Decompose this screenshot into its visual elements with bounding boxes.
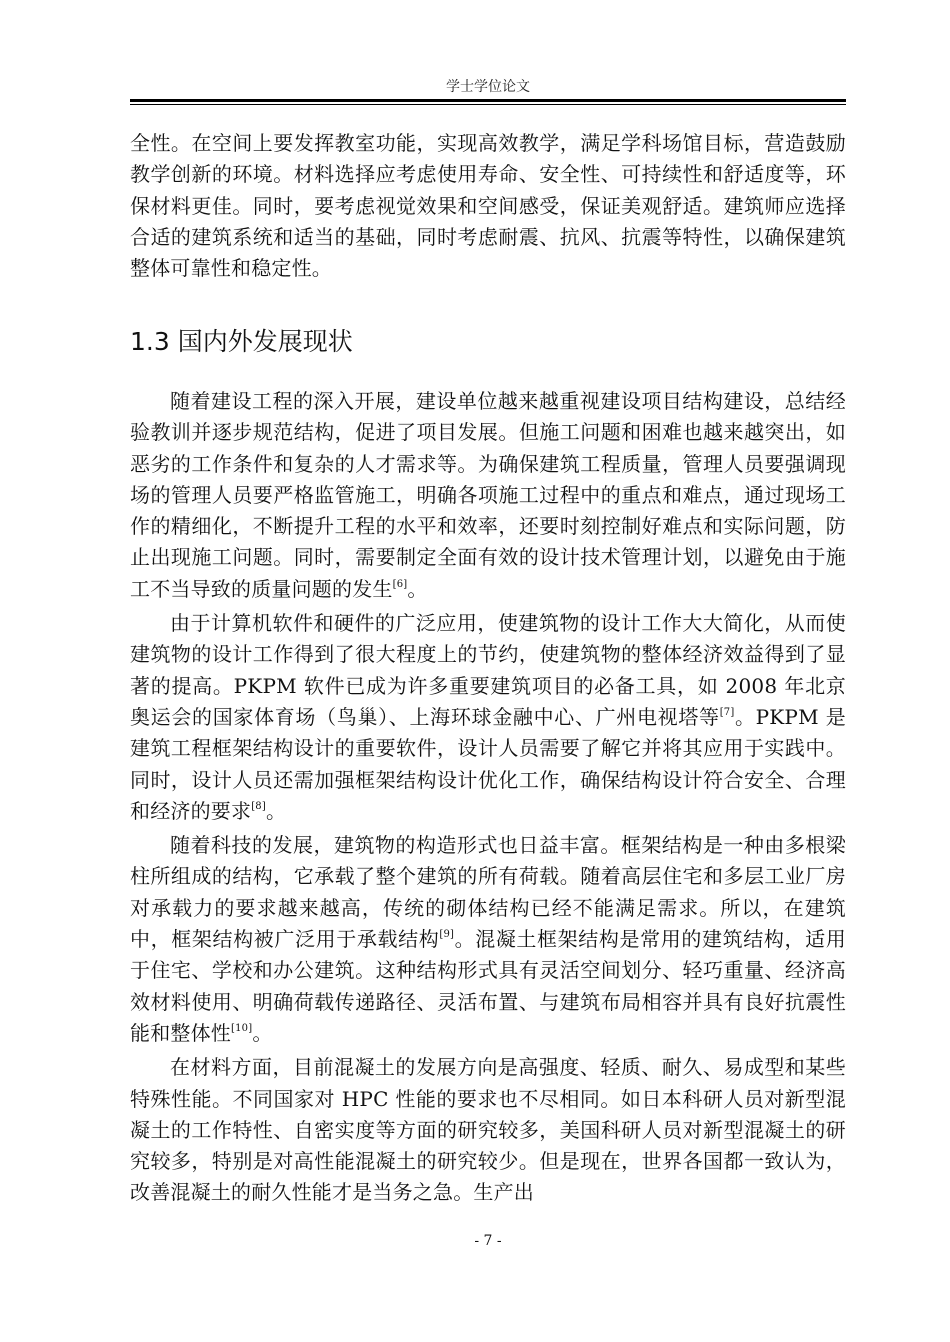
citation-9: [9] (439, 929, 455, 941)
page-number: - 7 - (474, 1233, 502, 1249)
paragraph-1-text: 随着建设工程的深入开展，建设单位越来越重视建设项目结构建设，总结经验教训并逐步规范结构，促进了项目发展。但施工问题和困难也越来越突出，如恶劣的工作条件和复杂的人才需求等。为确保建筑工程质量，管理人员要强调现场的管理人员要严格监管施工，明确各项施工过程中的重点和难点，通过现场工作的精细化，不断提升工程的水平和效率，还要时刻控制好难点和实际问题，防止出现施工问题。同时，需要制定全面有效的设计技术管理计划，以避免由于施工不当导致的质量问题的发生 (130, 389, 846, 601)
citation-7: [7] (719, 706, 735, 718)
paragraph-2-end: 。 (265, 798, 287, 823)
paragraph-3-end: 。 (252, 1020, 273, 1045)
paragraph-2-text-b: 。PKPM 是建筑工程框架结构设计的重要软件，设计人员需要了解它并将其应用于实践中。同时，设计人员还需加强框架结构设计优化工作，确保结构设计符合安全、合理和经济的要求 (130, 704, 846, 823)
paragraph-3-text-a: 随着科技的发展，建筑物的构造形式也日益丰富。框架结构是一种由多根梁柱所组成的结构，它承载了整个建筑的所有荷载。随着高层住宅和多层工业厂房对承载力的要求越来越高，传统的砌体结构已经不能满足需求。所以，在建筑中，框架结构被广泛用于承载结构 (130, 833, 846, 952)
paragraph-3-text-b: 。混凝土框架结构是常用的建筑结构，适用于住宅、学校和办公建筑。这种结构形式具有灵活空间划分、轻巧重量、经济高效材料使用、明确荷载传递路径、灵活布置、与建筑布局相容并具有良好抗震性能和整体性 (130, 927, 846, 1045)
section-heading: 1.3 国内外发展现状 (130, 327, 353, 356)
section-body (130, 386, 846, 1209)
header-rule-thin (130, 104, 846, 105)
citation-6: [6] (392, 578, 408, 590)
citation-10: [10] (231, 1022, 253, 1034)
page-header-title: 学士学位论文 (446, 79, 530, 95)
continued-text-block (130, 128, 846, 284)
intro-paragraph: 全性。在空间上要发挥教室功能，实现高效教学，满足学科场馆目标，营造鼓励教学创新的环境。材料选择应考虑使用寿命、安全性、可持续性和舒适度等，环保材料更佳。同时，要考虑视觉效果和空间感受，保证美观舒适。建筑师应选择合适的建筑系统和适当的基础，同时考虑耐震、抗风、抗震等特性，以确保建筑整体可靠性和稳定性。 (130, 131, 846, 281)
paragraph-4: 在材料方面，目前混凝土的发展方向是高强度、轻质、耐久、易成型和某些特殊性能。不同国家对 HPC 性能的要求也不尽相同。如日本科研人员对新型混凝土的工作特性、自密实度等方面的研究较多，美国科研人员对新型混凝土的研究较多，特别是对高性能混凝土的研究较少。但是现在，世界各国都一致认为，改善混凝土的耐久性能才是当务之急。生产出 (130, 1055, 846, 1205)
paragraph-1-end: 。 (407, 576, 428, 601)
paragraph-2 (130, 608, 846, 827)
paragraph-2-text-a: 由于计算机软件和硬件的广泛应用，使建筑物的设计工作大大简化，从而使建筑物的设计工作得到了很大程度上的节约，使建筑物的整体经济效益得到了显著的提高。PKPM 软件已成为许多重要建筑项目的必备工具，如 2008 年北京奥运会的国家体育场（鸟巢）、上海环球金融中心、广州电视塔等 (130, 611, 846, 729)
header-rule-thick (130, 99, 846, 102)
paragraph-3 (130, 830, 846, 1049)
paragraph-1 (130, 386, 846, 605)
citation-8: [8] (251, 800, 266, 812)
